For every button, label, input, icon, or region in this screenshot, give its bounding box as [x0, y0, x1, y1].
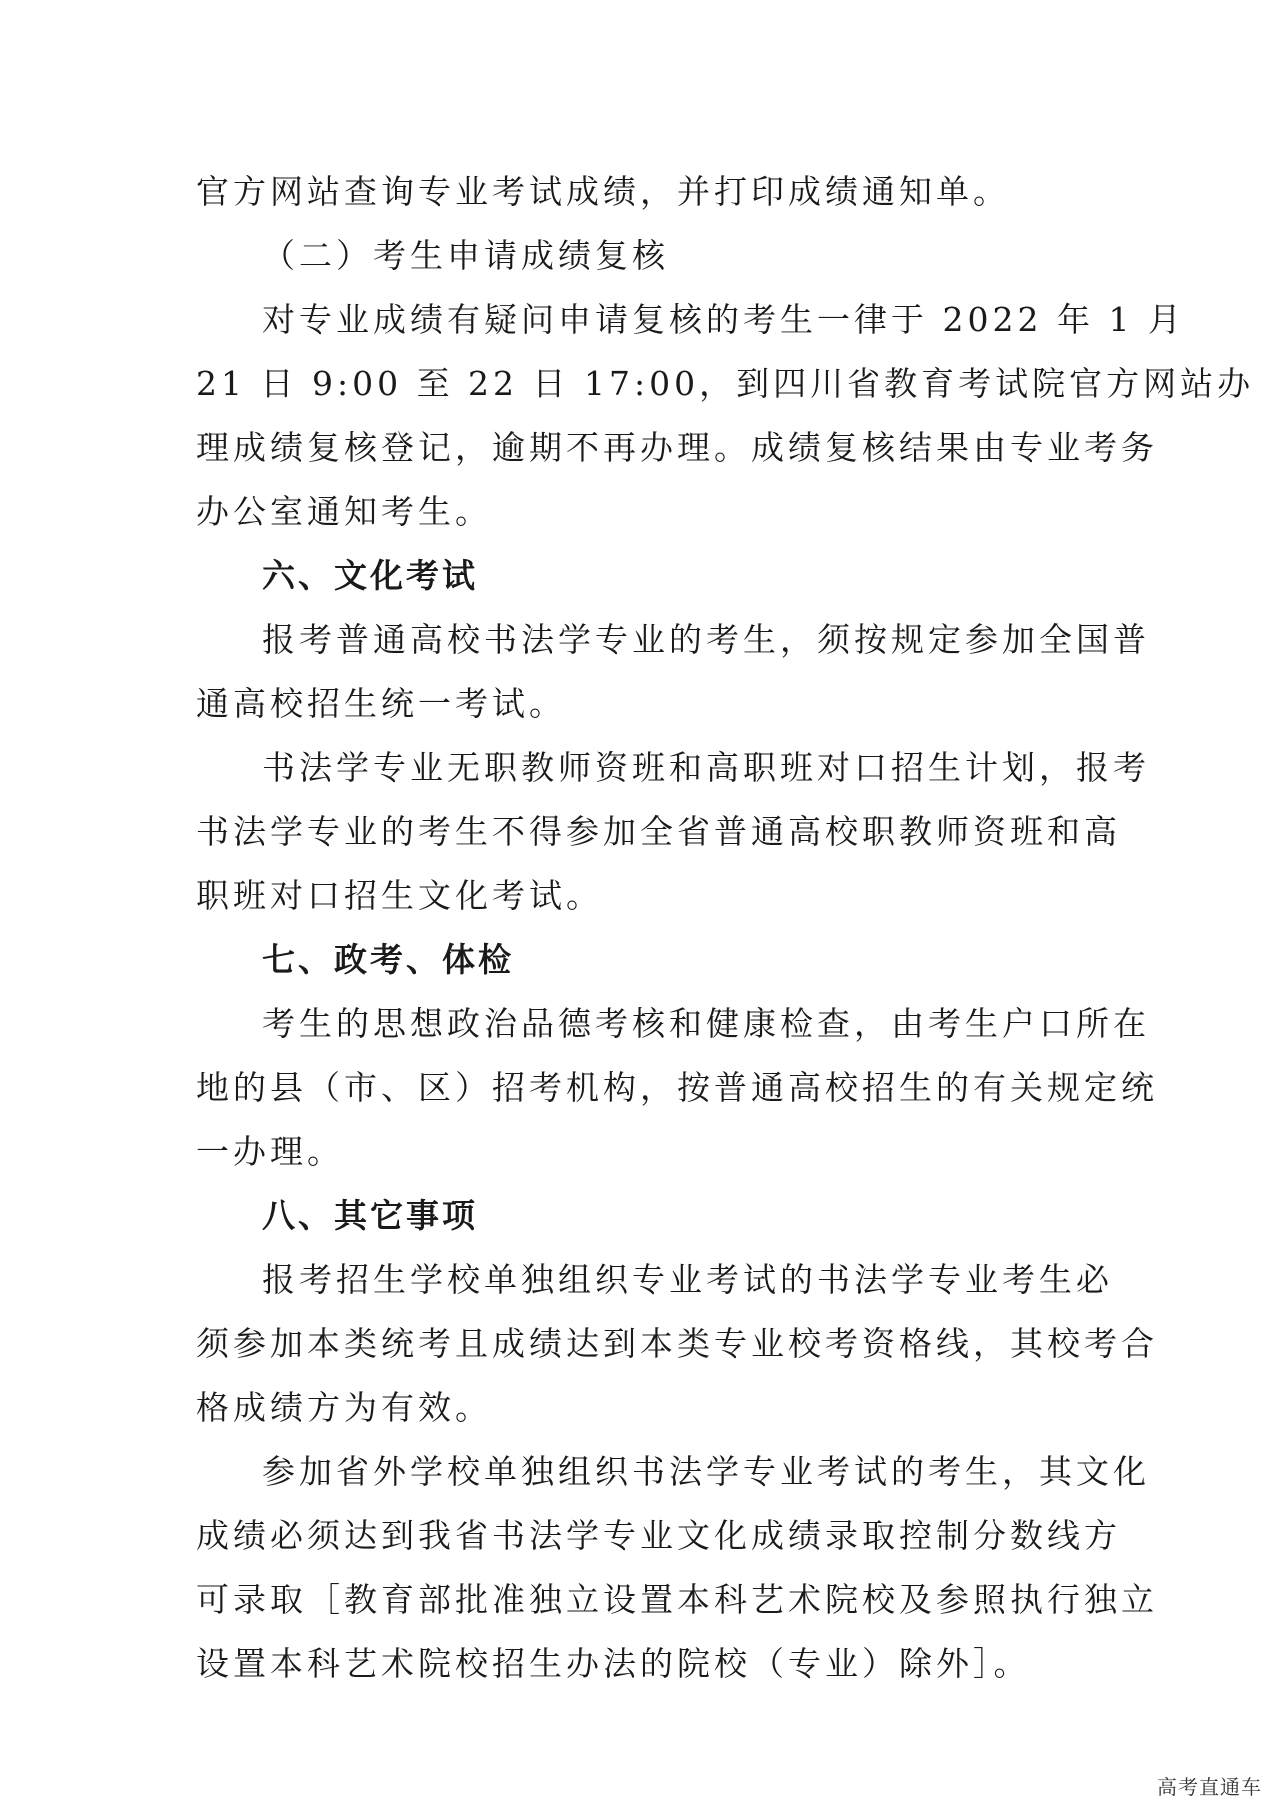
document-page — [196, 160, 1255, 1696]
paragraph-line: 报考普通高校书法学专业的考生，须按规定参加全国普 — [262, 620, 1150, 659]
paragraph-line: 设置本科艺术院校招生办法的院校（专业）除外］。 — [196, 1644, 1031, 1683]
paragraph-line: 官方网站查询专业考试成绩，并打印成绩通知单。 — [196, 172, 1010, 211]
paragraph-line: 办公室通知考生。 — [196, 492, 492, 531]
paragraph-line: 职班对口招生文化考试。 — [196, 876, 603, 915]
paragraph-line: 参加省外学校单独组织书法学专业考试的考生，其文化 — [262, 1452, 1150, 1491]
paragraph-line: 21 日 9:00 至 22 日 17:00，到四川省教育考试院官方网站办 — [196, 364, 1255, 403]
paragraph-line: 地的县（市、区）招考机构，按普通高校招生的有关规定统 — [196, 1068, 1158, 1107]
paragraph-line: 须参加本类统考且成绩达到本类专业校考资格线，其校考合 — [196, 1324, 1158, 1363]
paragraph-line: 可录取［教育部批准独立设置本科艺术院校及参照执行独立 — [196, 1580, 1158, 1619]
paragraph-line: 通高校招生统一考试。 — [196, 684, 566, 723]
paragraph-line: 理成绩复核登记，逾期不再办理。成绩复核结果由专业考务 — [196, 428, 1158, 467]
paragraph-line: 格成绩方为有效。 — [196, 1388, 492, 1427]
section-heading: 六、文化考试 — [262, 556, 478, 595]
section-heading: 七、政考、体检 — [262, 940, 514, 979]
section-heading: 八、其它事项 — [262, 1196, 478, 1235]
paragraph-line: （二）考生申请成绩复核 — [262, 236, 669, 275]
paragraph-line: 对专业成绩有疑问申请复核的考生一律于 2022 年 1 月 — [262, 300, 1185, 339]
paragraph-line: 成绩必须达到我省书法学专业文化成绩录取控制分数线方 — [196, 1516, 1121, 1555]
paragraph-line: 报考招生学校单独组织专业考试的书法学专业考生必 — [262, 1260, 1113, 1299]
paragraph-line: 书法学专业无职教师资班和高职班对口招生计划，报考 — [262, 748, 1150, 787]
paragraph-line: 一办理。 — [196, 1132, 344, 1171]
paragraph-line: 考生的思想政治品德考核和健康检查，由考生户口所在 — [262, 1004, 1150, 1043]
paragraph-line: 书法学专业的考生不得参加全省普通高校职教师资班和高 — [196, 812, 1121, 851]
watermark-text: 高考直通车 — [1157, 1775, 1262, 1799]
